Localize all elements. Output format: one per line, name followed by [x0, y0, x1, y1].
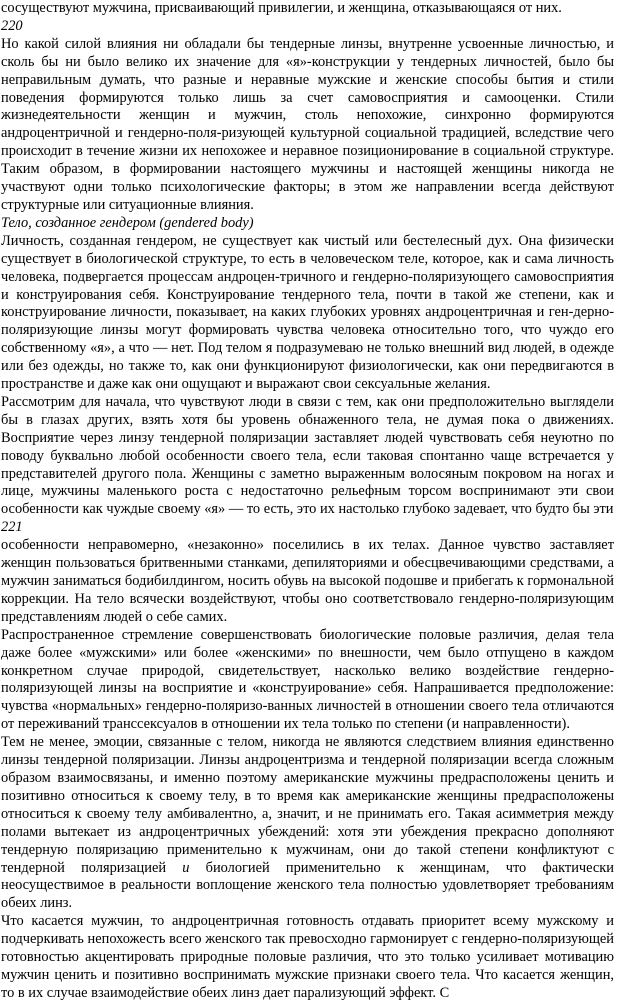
paragraph-gender-lenses: Но какой силой влияния ни обладали бы тендерные линзы, внутренне усвоенные личностью, и сколь бы ни было велико их значение для «я»-конструкции у тендерных личностей, было бы неправильным думать, что разные и неравные мужские и женские способы бытия и стили поведения формируются только лишь за счет самовосприятия и самооценки. Стили жизнедеятельности женщин и мужчин, столь непохожие, синхронно формируются андроцентричной и гендерно-поля-ризующей культурной социальной традицией, вследствие чего происходит в течение жизни их непохожее и неравное позиционирование в социальной структуре. Таким образом, в формировании настоящего мужчины и настоящей женщины никогда не участвуют одни только психологические факторы; в этом же направлении всегда действуют структурные или ситуационные влияния.: [1, 35, 614, 213]
paragraph-intro-tail: сосуществуют мужчина, присваивающий привилегии, и женщина, отказывающаяся от них.: [1, 0, 562, 16]
paragraph-biological-differences: Распространенное стремление совершенствовать биологические половые различия, делая тела даже более «мужскими» или более «женскими» по внешности, чем было отпущено в каждом конкретном случае природой, свидетельствует, насколько велико воздействие гендерно-поляризующей линзы на восприятие и «конструирование» себя. Напрашивается предположение: чувства «нормальных» гендерно-поляризо-ванных личностей в отношении своего тела отличаются от переживаний транссексуалов в отношении их тела только по степени (и направленности).: [1, 626, 614, 733]
paragraph-emotions-body-part1: Тем не менее, эмоции, связанные с телом, никогда не являются следствием влияния единственно линзы тендерной поляризации. Линзы андроцентризма и тендерной поляризации всегда сложным образом взаимосвязаны, и именно поэтому американские мужчины предрасположены ценить и позитивно относиться к своему телу, в то время как американские женщины предрасположены относиться к своему телу амбивалентно, а, значит, и не принимать его. Такая асимметрия между полами вытекает из андроцентричных убеждений: хотя эти убеждения прекрасно дополняют тендерную поляризацию применительно к мужчинам, они до такой степени конфликтуют с тендерной поляризацией: [1, 734, 614, 876]
paragraph-emotions-body: [1, 734, 614, 913]
paragraph-body-modification: особенности неправомерно, «незаконно» поселились в их телах. Данное чувство заставляет женщин пользоваться бритвенными станками, депиляториями и обесцвечивающими средствами, а мужчин заниматься бодибилдингом, носить обувь на высокой подошве и прибегать к гормональной коррекции. На тело всячески воздействуют, чтобы оно соответствовало гендерно-поляризующим представлениям людей о себе самих.: [1, 537, 614, 625]
paragraph-gendered-personality: Личность, созданная гендером, не существует как чистый или бестелесный дух. Она физически существует в биологической структуре, то есть в человеческом теле, которое, как и сама личность человека, подвергается процессам андроцен-тричного и гендерно-поляризующего самовосприятия и конструирования себя. Конструирование тендерного тела, почти в такой же степени, как и конструирование личности, показывает, на каких глубоких уровнях андроцентричная и ген-дерно-поляризующие линзы могут формировать чувства человека относительно того, что чуждо его собственному «я», а что — нет. Под телом я подразумеваю не только внешний вид людей, в одежде или без одежды, но также то, как они функционируют физиологически, как они передвигаются в пространстве и даже как они ощущают и выражают свои сексуальные желания.: [1, 232, 614, 393]
section-heading-gendered-body: Тело, созданное гендером (gendered body): [1, 214, 254, 231]
paragraph-emotions-body-part2: биологией применительно к женщинам, что фактически неосуществимое в реальности воплощение женского тела полностью удовлетворяет требованиям обеих линз.: [1, 859, 614, 912]
paragraph-naked-body: Рассмотрим для начала, что чувствуют люди в связи с тем, как они предположительно выглядели бы в глазах других, взять хотя бы уровень обнаженного тела, не думая пока о движениях. Восприятие через линзу тендерной поляризации заставляет людей чувствовать себя неуютно по поводу буквально любой особенности своего тела, если таковая спонтанно чаще встречается у представителей другого пола. Женщины с заметно выраженным волосяным покровом на ногах и лице, мужчины маленького роста с недостаточно рельефным торсом воспринимают эти свои особенности как чуждые своему «я» — то есть, это их настолько глубоко задевает, что будто бы эти: [1, 393, 614, 518]
italic-conjunction: и: [182, 859, 190, 876]
paragraph-men-women: Что касается мужчин, то андроцентричная готовность отдавать приоритет всему мужскому и подчеркивать непохожесть всего женского так превосходно гармонирует с гендерно-поляризующей готовностью акцентировать природные половые различия, что это только усиливает мотивацию мужчин ценить и позитивно воспринимать мужские признаки своего тела. Что касается женщин, то в их случае взаимодействие обеих линз дает парализующий эффект. С: [1, 913, 614, 1001]
page-number-221: 221: [1, 519, 23, 536]
page-number-220: 220: [1, 17, 23, 34]
